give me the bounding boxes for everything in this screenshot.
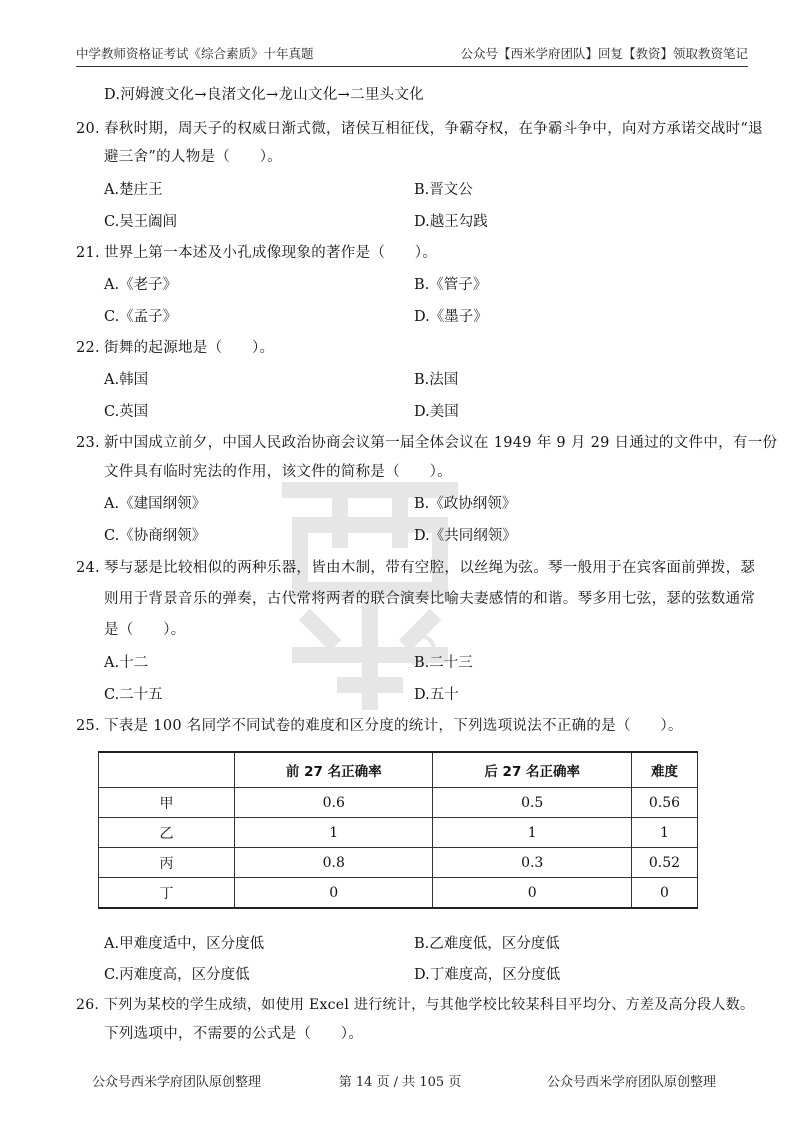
question-number: 22. [76,340,100,356]
table-cell: 1 [235,818,433,848]
option-b: B.《管子》 [414,277,488,293]
option-d: D.《墨子》 [414,309,488,325]
question-text-cont: 文件具有临时宪法的作用，该文件的简称是（ ）。 [104,464,452,480]
question-text: 新中国成立前夕，中国人民政治协商会议第一届全体会议在 1949 年 9 月 29 日通过的文件中，有一份 [104,435,778,451]
question-text: 下表是 100 名同学不同试卷的难度和区分度的统计，下列选项说法不正确的是（ ）。 [104,718,683,734]
question-text-cont: 下列选项中，不需要的公式是（ ）。 [104,1026,364,1042]
question-text: 下列为某校的学生成绩，如使用 Excel 进行统计，与其他学校比较某科目平均分、方差及高分段人数。 [104,997,755,1013]
option-a: A.十二 [104,655,149,671]
option-d: D.越王勾践 [414,214,488,230]
table-row [99,788,698,818]
option-b: B.二十三 [414,655,473,671]
question-number: 24. [76,560,100,576]
option-b: B.《政协纲领》 [414,496,517,512]
header-divider [76,66,748,67]
question-number: 20. [76,121,100,137]
table-cell: 1 [433,818,631,848]
option-c: C.二十五 [104,687,163,703]
question-20 [76,117,763,138]
question-text-cont: 是（ ）。 [104,622,186,638]
option-a: A.《老子》 [104,277,178,293]
question-21 [76,241,437,262]
question-text-cont: 则用于背景音乐的弹奏，古代常将两者的联合演奏比喻夫妻感情的和谐。琴多用七弦，瑟的弦数通常 [104,591,756,607]
question-number: 26. [76,997,100,1013]
question-text: 街舞的起源地是（ ）。 [104,340,275,356]
question-text: 琴与瑟是比较相似的两种乐器，皆由木制，带有空腔，以丝绳为弦。琴一般用于在宾客面前弹拨，瑟 [104,560,756,576]
question-text: 世界上第一本述及小孔成像现象的著作是（ ）。 [104,245,438,261]
table-header-row [99,752,698,788]
table-row [99,818,698,848]
question-number: 23. [76,435,100,451]
table-cell: 丙 [99,848,235,878]
option-b: B.法国 [414,372,459,388]
table-cell: 乙 [99,818,235,848]
table-cell: 0.8 [235,848,433,878]
table-header-cell: 难度 [631,752,697,788]
question-25 [76,714,683,735]
table-header-cell [99,752,235,788]
table-cell: 0.5 [433,788,631,818]
option-c: C.吴王阖闾 [104,214,178,230]
prev-option-d: D.河姆渡文化→良渚文化→龙山文化→二里头文化 [104,87,425,103]
statistics-table [98,751,698,909]
question-number: 21. [76,245,100,261]
option-c: C.丙难度高，区分度低 [104,967,250,983]
option-b: B.晋文公 [414,182,473,198]
question-26 [76,994,754,1014]
option-a: A.楚庄王 [104,182,163,198]
table-cell: 0.6 [235,788,433,818]
option-c: C.《协商纲领》 [104,528,207,544]
question-number: 25. [76,718,100,734]
table-cell: 甲 [99,788,235,818]
footer-right: 公众号西米学府团队原创整理 [546,1075,716,1090]
question-text: 春秋时期，周天子的权威日渐式微，诸侯互相征伐，争霸夺权，在争霸斗争中，向对方承诺交战时“退 [104,121,763,137]
question-text-cont: 避三舍”的人物是（ ）。 [104,149,283,165]
option-d: D.《共同纲领》 [414,528,517,544]
option-a: A.《建国纲领》 [104,496,207,512]
table-cell: 丁 [99,878,235,909]
question-22 [76,336,274,357]
question-24 [76,556,755,577]
header-promo: 公众号【西米学府团队】回复【教资】领取教资笔记 [460,46,748,61]
table-cell: 0.56 [631,788,697,818]
table-cell: 1 [631,818,697,848]
option-d: D.美国 [414,404,459,420]
option-d: D.丁难度高，区分度低 [414,967,561,983]
table-row [99,848,698,878]
table-cell: 0.3 [433,848,631,878]
table-header-cell: 后 27 名正确率 [433,752,631,788]
header-title: 中学教师资格证考试《综合素质》十年真题 [76,46,314,61]
option-b: B.乙难度低，区分度低 [414,936,560,952]
option-c: C.《孟子》 [104,309,178,325]
table-cell: 0.52 [631,848,697,878]
question-23 [76,431,777,452]
footer-left: 公众号西米学府团队原创整理 [92,1075,262,1090]
table-header-cell: 前 27 名正确率 [235,752,433,788]
page-number: 第 14 页 / 共 105 页 [338,1075,462,1090]
table-cell: 0 [631,878,697,909]
table-row [99,878,698,909]
table-cell: 0 [235,878,433,909]
option-a: A.韩国 [104,372,149,388]
table-cell: 0 [433,878,631,909]
option-c: C.英国 [104,404,149,420]
option-d: D.五十 [414,687,459,703]
option-a: A.甲难度适中，区分度低 [104,936,265,952]
